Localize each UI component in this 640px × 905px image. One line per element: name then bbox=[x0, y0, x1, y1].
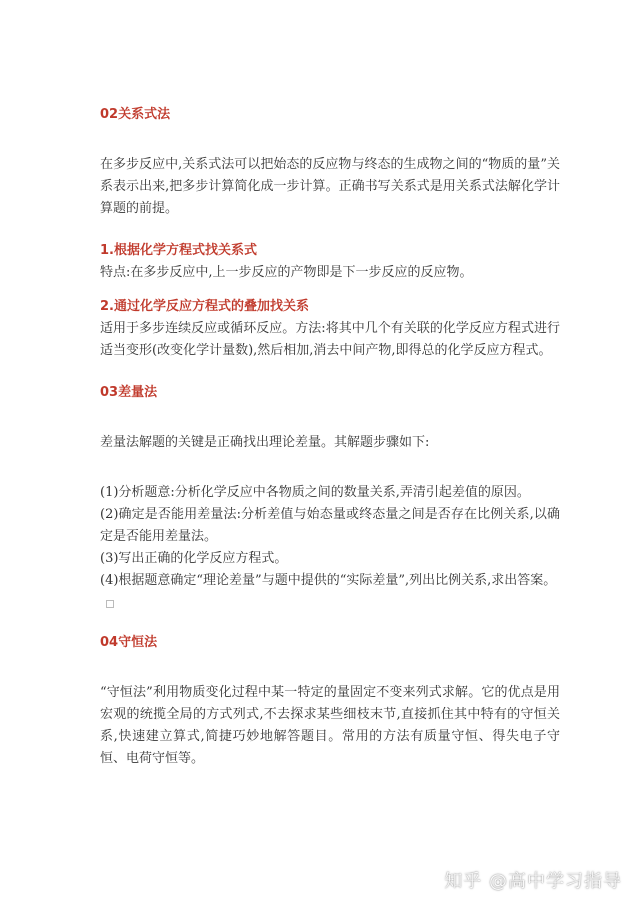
section-02-sub2-title: 2.通过化学反应方程式的叠加找关系 bbox=[100, 299, 309, 314]
section-03-steps bbox=[100, 482, 560, 592]
broken-image-icon bbox=[106, 600, 114, 608]
section-03-title: 03差量法 bbox=[100, 385, 158, 400]
step-item: (4)根据题意确定“理论差量”与题中提供的“实际差量”,列出比例关系,求出答案。 bbox=[100, 573, 557, 588]
step-item: (2)确定是否能用差量法:分析差值与始态量或终态量之间是否存在比例关系,以确定是否能用差量法。 bbox=[100, 507, 560, 544]
section-02-intro: 在多步反应中,关系式法可以把始态的反应物与终态的生成物之间的“物质的量”关系表示出来,把多步计算简化成一步计算。正确书写关系式是用关系式法解化学计算题的前提。 bbox=[100, 157, 560, 216]
watermark: 知乎 @高中学习指导 bbox=[444, 871, 622, 892]
step-item: (3)写出正确的化学反应方程式。 bbox=[100, 551, 288, 566]
section-02-title: 02关系式法 bbox=[100, 107, 171, 122]
section-02-sub2-text: 适用于多步连续反应或循环反应。方法:将其中几个有关联的化学反应方程式进行适当变形(改变化学计量数),然后相加,消去中间产物,即得总的化学反应方程式。 bbox=[100, 321, 560, 358]
section-04-title: 04守恒法 bbox=[100, 635, 158, 650]
section-04-intro: “守恒法”利用物质变化过程中某一特定的量固定不变来列式求解。它的优点是用宏观的统揽全局的方式列式,不去探求某些细枝末节,直接抓住其中特有的守恒关系,快速建立算式,简捷巧妙地解答题目。常用的方法有质量守恒、得失电子守恒、电荷守恒等。 bbox=[100, 685, 560, 766]
article-body bbox=[100, 104, 560, 770]
section-02-sub1-title: 1.根据化学方程式找关系式 bbox=[100, 243, 257, 258]
section-03-intro: 差量法解题的关键是正确找出理论差量。其解题步骤如下: bbox=[100, 435, 430, 450]
step-item: (1)分析题意:分析化学反应中各物质之间的数量关系,弄清引起差值的原因。 bbox=[100, 485, 530, 500]
section-02-sub1-text: 特点:在多步反应中,上一步反应的产物即是下一步反应的反应物。 bbox=[100, 265, 473, 280]
